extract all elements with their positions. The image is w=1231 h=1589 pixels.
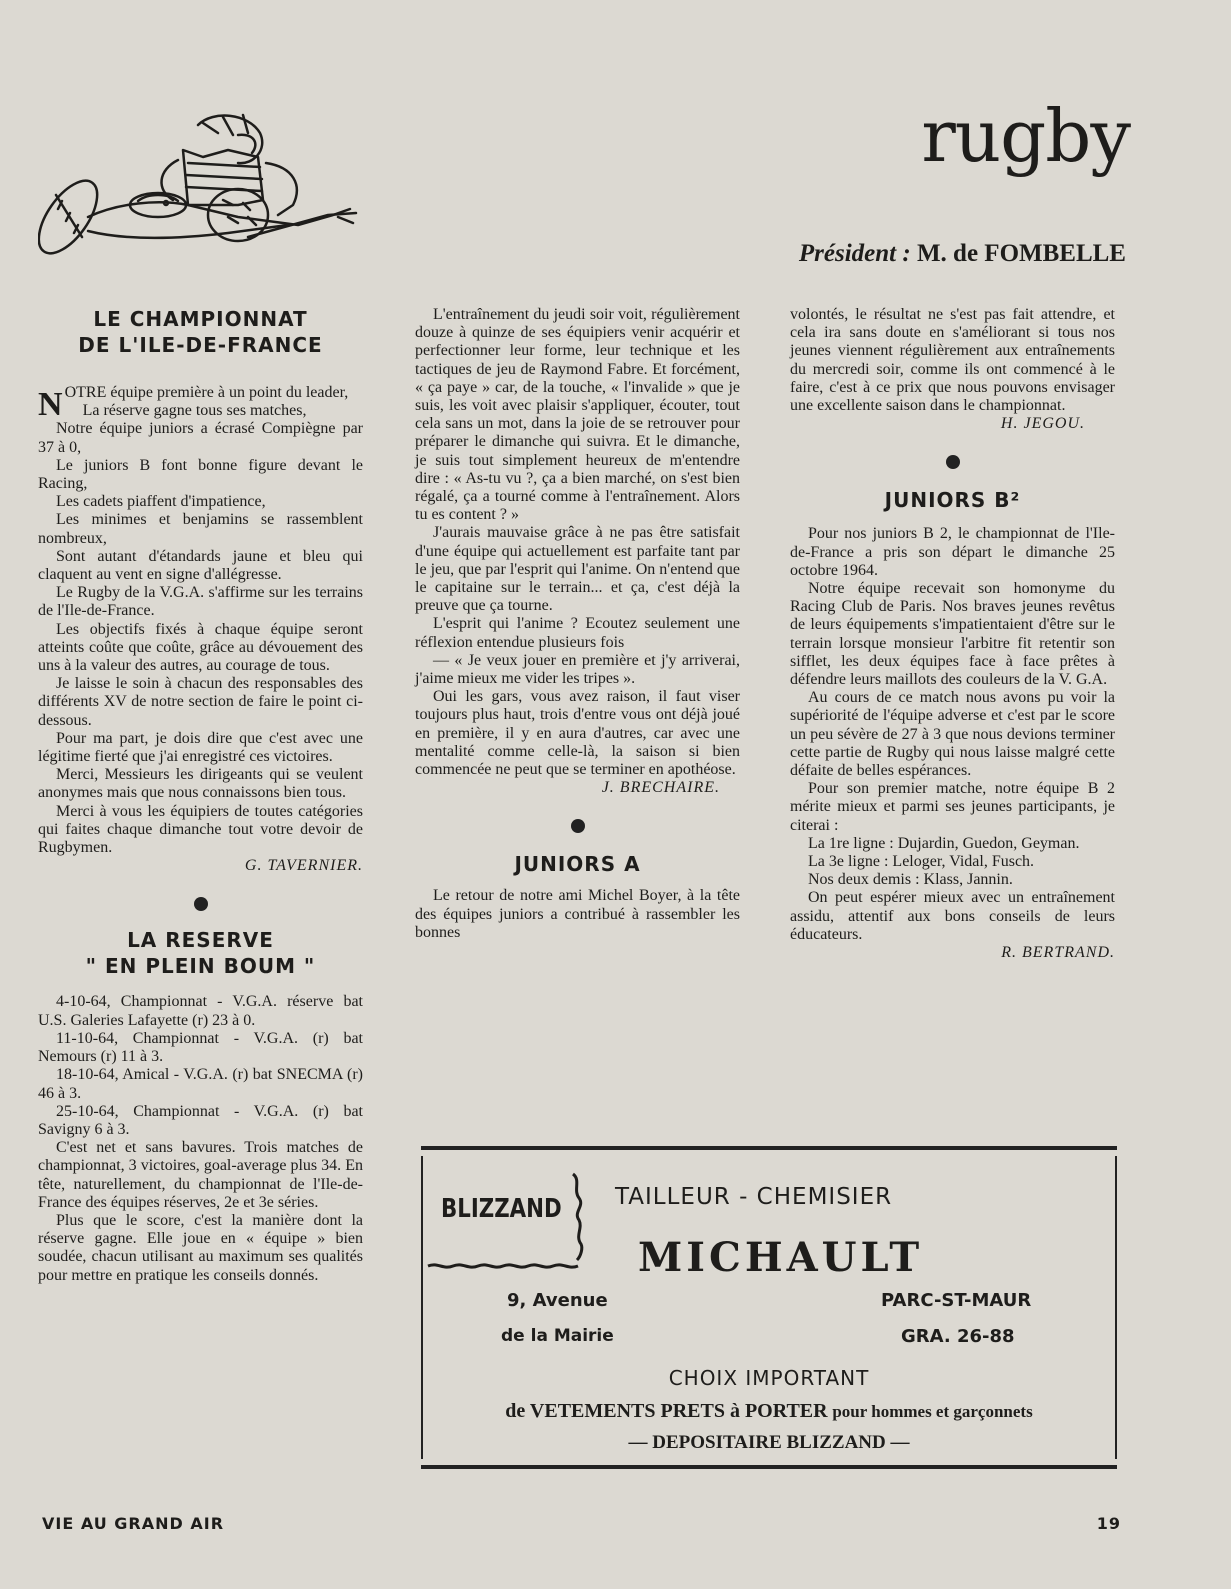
heading-reserve: LA RESERVE " EN PLEIN BOUM " — [85, 928, 316, 979]
ad-name: MICHAULT — [638, 1234, 924, 1281]
juniors-b2-p1: Pour nos juniors B 2, le championnat de l'Ile-de-France a pris son départ le dimanche 25 octobre 1964. — [790, 525, 1115, 579]
championnat-p7: Sont autant d'étandards jaune et bleu qui claquent au vent en signe d'allégresse. — [38, 547, 363, 584]
signature-jegou: H. JEGOU. — [1000, 415, 1085, 433]
reserve-result-1: 4-10-64, Championnat - V.G.A. réserve bat U.S. Galeries Lafayette (r) 23 à 0. — [38, 993, 363, 1029]
juniors-a-p1: Le retour de notre ami Michel Boyer, à la tête des équipes juniors a contribué à rassembler les bonnes — [415, 887, 740, 941]
championnat-p10: Je laisse le soin à chacun des responsables des différents XV de notre section de faire le point ci-dessous. — [38, 675, 363, 729]
signature-bertrand: R. BERTRAND. — [1001, 944, 1115, 962]
championnat-p12: Merci, Messieurs les dirigeants qui se veulent anonymes mais que nous connaissons bien tous. — [38, 766, 363, 802]
president-label: Président : — [798, 240, 911, 267]
drop-cap: N — [38, 386, 63, 423]
footer-magazine: VIE AU GRAND AIR — [42, 1514, 225, 1533]
juniors-b2-p3: Au cours de ce match nous avons pu voir la supériorité de l'équipe adverse et c'est par le score un peu sévère de 27 à 3 que nous devions terminer cette partie de Rugby qui nous laisse malgré cette défaite de belles espérances. — [790, 689, 1115, 780]
suite-p1: volontés, le résultat ne s'est pas fait attendre, et cela ira sans doute en s'améliorant si tous nos jeunes viennent régulièrement aux entraînements du mercredi soir, comme ils ont commencé à le faire, c'est à ce prix que nous pouvons envisager une excellente saison dans le championnat. — [790, 306, 1115, 415]
reserve-result-3: 18-10-64, Amical - V.G.A. (r) bat SNECMA (r) 46 à 3. — [38, 1066, 363, 1102]
separator-dot — [946, 455, 960, 469]
rugby-cartoon-illustration — [38, 105, 368, 275]
ad-brand-left: BLIZZAND — [441, 1194, 562, 1224]
entrainement-p5: Oui les gars, vous avez raison, il faut viser toujours plus haut, trois d'entre vous ont déjà joué en première, il y en aura d'autres, car avec une mentalité comme celle-là, la saison si bien commencée ne peut que se terminer en apothéose. — [415, 688, 740, 779]
championnat-p4: Le juniors B font bonne figure devant le Racing, — [38, 456, 363, 493]
entrainement-p3: L'esprit qui l'anime ? Ecoutez seulement une réflexion entendue plusieurs fois — [415, 615, 740, 651]
reserve-result-4: 25-10-64, Championnat - V.G.A. (r) bat Savigny 6 à 3. — [38, 1102, 363, 1138]
advertisement-box — [421, 1146, 1117, 1469]
signature-brechaire: J. BRECHAIRE. — [601, 779, 720, 797]
reserve-p2: Plus que le score, c'est la manière dont la réserve gagne. Elle joue en « équipe » bien soudée, chacun utilisant au maximum ses qualités pour mettre en pratique les conseils donnés. — [38, 1211, 363, 1284]
juniors-b2-p5: La 1re ligne : Dujardin, Guedon, Geyman. — [808, 834, 1080, 852]
championnat-p13: Merci à vous les équipiers de toutes catégories qui faites chaque dimanche tout votre devoir de Rugbymen. — [38, 802, 363, 857]
juniors-b2-p8: On peut espérer mieux avec un entraînement assidu, attentif aux bons conseils de leurs éducateurs. — [790, 889, 1115, 943]
reserve-result-2: 11-10-64, Championnat - V.G.A. (r) bat Nemours (r) 11 à 3. — [38, 1029, 363, 1066]
ad-line3: — DEPOSITAIRE BLIZZAND — — [628, 1432, 910, 1453]
heading-juniors-b2: JUNIORS B² — [884, 488, 1021, 513]
championnat-p8: Le Rugby de la V.G.A. s'affirme sur les terrains de l'Ile-de-France. — [38, 584, 363, 620]
president-line — [799, 240, 1126, 268]
section-title: rugby — [921, 94, 1130, 178]
entrainement-p2: J'aurais mauvaise grâce à ne pas être satisfait d'une équipe qui actuellement est parfaite tant par le jeu, que par l'esprit qui l'anime. On n'entend que le capitaine sur le terrain... et ça, c'est déjà la preuve que ça tourne. — [415, 524, 740, 615]
entrainement-p1: L'entraînement du jeudi soir voit, régulièrement douze à quinze de ses équipiers venir acquérir et perfectionner leur forme, leur technique et les tactiques de jeu de Raymond Fabre. Et forcément, « ça paye » car, de la touche, « l'invalide » que je suis, les voit avec plaisir s'appliquer, écouter, tout cela sans un mot, dans la joie de se retrouver pour préparer le dimanche qui suivra. Et le dimanche, je suis tout simplement heureux de m'entendre dire : « As-tu vu ?, ça a bien marché, on s'est bien régalé, ça a tourné comme à l'entraînement. Alors tu es content ? » — [415, 306, 740, 524]
juniors-b2-p7: Nos deux demis : Klass, Jannin. — [808, 871, 1013, 889]
championnat-p9: Les objectifs fixés à chaque équipe seront atteints coûte que coûte, grâce au dévouement des uns à la valeur des autres, au courage de tous. — [38, 620, 363, 675]
juniors-b2-p6: La 3e ligne : Leloger, Vidal, Fusch. — [808, 853, 1035, 871]
championnat-p2: La réserve gagne tous ses matches, — [82, 402, 307, 420]
championnat-p3: Notre équipe juniors a écrasé Compiègne par 37 à 0, — [38, 420, 363, 456]
championnat-p6: Les minimes et benjamins se rassemblent nombreux, — [38, 511, 363, 547]
ad-address-line2: de la Mairie — [501, 1326, 614, 1346]
column-3 — [790, 306, 1115, 962]
ad-line2 — [423, 1400, 1115, 1423]
juniors-b2-p2: Notre équipe recevait son homonyme du Racing Club de Paris. Nos braves jeunes revêtus de leurs équipements s'impatientaient d'être sur le terrain lorsque monsieur l'arbitre fit retentir son sifflet, les deux équipes face à face prêtes à défendre leurs maillots des couleurs de la V. G.A. — [790, 580, 1115, 689]
president-name: M. de FOMBELLE — [916, 240, 1126, 267]
footer-page-number: 19 — [1096, 1514, 1121, 1533]
ad-line1: CHOIX IMPORTANT — [668, 1366, 870, 1390]
column-1 — [38, 306, 363, 1285]
ad-city: PARC-ST-MAUR — [881, 1290, 1032, 1311]
entrainement-p4: — « Je veux jouer en première et j'y arriverai, j'aime mieux me vider les tripes ». — [415, 651, 740, 688]
ad-line2-a: de VETEMENTS PRETS à PORTER — [505, 1400, 828, 1422]
heading-juniors-a: JUNIORS A — [514, 852, 641, 877]
column-2 — [415, 306, 740, 942]
ad-phone: GRA. 26-88 — [901, 1326, 1015, 1347]
juniors-b2-p4: Pour son premier matche, notre équipe B 2 mérite mieux et parmi ses jeunes participants, je citerai : — [790, 780, 1115, 834]
separator-dot — [194, 897, 208, 911]
ad-line2-b: pour hommes et garçonnets — [832, 1402, 1033, 1421]
championnat-p1: NOTRE équipe première à un point du leader, — [38, 384, 349, 423]
signature-tavernier: G. TAVERNIER. — [244, 857, 363, 875]
separator-dot — [571, 819, 585, 833]
heading-championnat: LE CHAMPIONNAT DE L'ILE-DE-FRANCE — [78, 307, 323, 357]
reserve-p1: C'est net et sans bavures. Trois matches de championnat, 3 victoires, goal-average plus 34. En tête, naturellement, du championnat de l'Ile-de-France des équipes réserves, 2e et 3e séries. — [38, 1139, 363, 1211]
championnat-p5: Les cadets piaffent d'impatience, — [56, 493, 266, 511]
ad-brace-decoration — [423, 1156, 598, 1276]
advertisement-inner — [421, 1156, 1117, 1459]
ad-tagline: TAILLEUR - CHEMISIER — [615, 1184, 893, 1210]
championnat-p11: Pour ma part, je dois dire que c'est avec une légitime fierté que j'ai enregistré ces victoires. — [38, 729, 363, 766]
ad-address-line1: 9, Avenue — [507, 1290, 608, 1311]
